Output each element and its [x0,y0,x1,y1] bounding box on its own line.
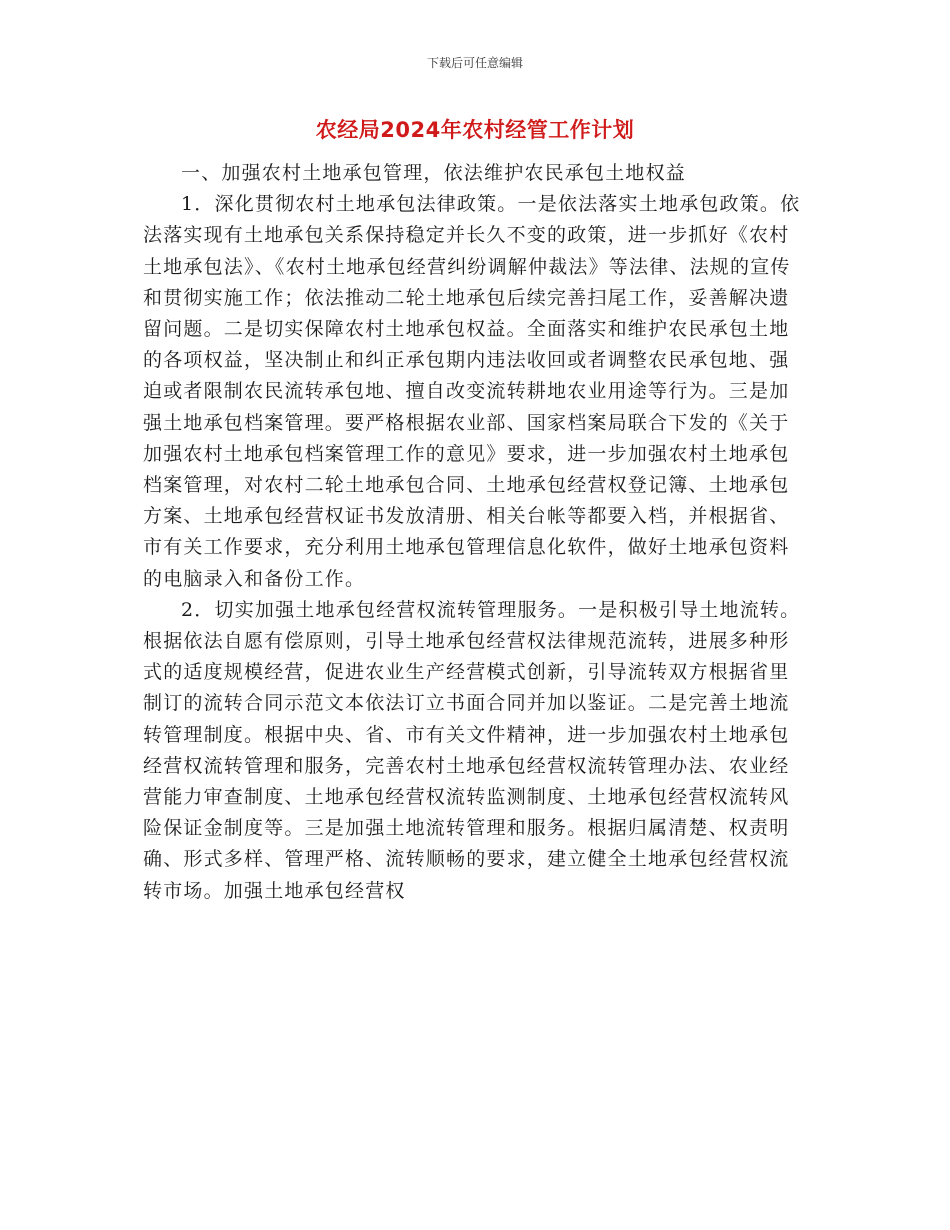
header-note: 下载后可任意编辑 [426,56,523,70]
paragraph-1: 1．深化贯彻农村土地承包法律政策。一是依法落实土地承包政策。依法落实现有土地承包关系保持稳定并长久不变的政策，进一步抓好《农村土地承包法》、《农村土地承包经营纠纷调解仲裁法》等法律、法规的宣传和贯彻实施工作；依法推动二轮土地承包后续完善扫尾工作，妥善解决遗留问题。二是切实保障农村土地承包权益。全面落实和维护农民承包土地的各项权益，坚决制止和纠正承包期内违法收回或者调整农民承包地、强迫或者限制农民流转承包地、擅自改变流转耕地农业用途等行为。三是加强土地承包档案管理。要严格根据农业部、国家档案局联合下发的《关于加强农村土地承包档案管理工作的意见》要求，进一步加强农村土地承包档案管理，对农村二轮土地承包合同、土地承包经营权登记簿、土地承包方案、土地承包经营权证书发放清册、相关台帐等都要入档，并根据省、市有关工作要求，充分利用土地承包管理信息化软件，做好土地承包资料的电脑录入和备份工作。 [143,193,801,590]
document-body [143,158,808,907]
document-title: 农经局2024年农村经管工作计划 [315,118,635,142]
paragraph-2: 2．切实加强土地承包经营权流转管理服务。一是积极引导土地流转。根据依法自愿有偿原则，引导土地承包经营权法律规范流转，进展多种形式的适度规模经营，促进农业生产经营模式创新，引导流转双方根据省里制订的流转合同示范文本依法订立书面合同并加以鉴证。二是完善土地流转管理制度。根据中央、省、市有关文件精神，进一步加强农村土地承包经营权流转管理和服务，完善农村土地承包经营权流转管理办法、农业经营能力审查制度、土地承包经营权流转监测制度、土地承包经营权流转风险保证金制度等。三是加强土地流转管理和服务。根据归属清楚、权责明确、形式多样、管理严格、流转顺畅的要求，建立健全土地承包经营权流转市场。加强土地承包经营权 [143,598,801,902]
section-heading: 一、加强农村土地承包管理，依法维护农民承包土地权益 [181,162,687,184]
